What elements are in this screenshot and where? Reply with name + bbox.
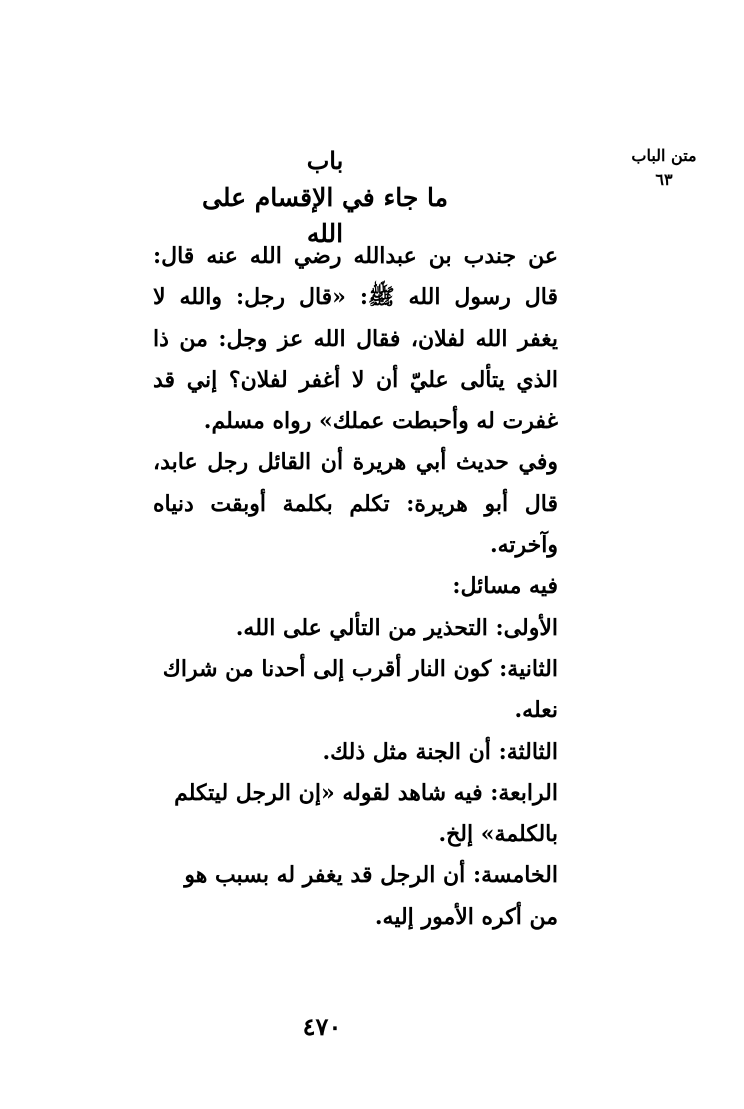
issue-item-5: الخامسة: أن الرجل قد يغفر له بسبب هو من أكره الأمور إليه. <box>184 862 558 930</box>
issue-item-4: الرابعة: فيه شاهد لقوله «إن الرجل ليتكلم بالكلمة» إلخ. <box>174 779 558 848</box>
page-number: ٤٧٠ <box>302 1012 342 1041</box>
issue-item-1: الأولى: التحذير من التألي على الله. <box>235 614 558 641</box>
chapter-label: باب <box>306 146 344 175</box>
chapter-title: ما جاء في الإقسام على الله <box>201 183 449 248</box>
hadith-paragraph: عن جندب بن عبدالله رضي الله عنه قال: قال رسول الله ﷺ: «قال رجل: والله لا يغفر الله لفلان، فقال الله عز وجل: من ذا الذي يتألى عليّ أن لا أغفر لفلان؟ إني قد غفرت له وأحبطت عملك» رواه مسلم. <box>153 243 558 435</box>
margin-note <box>624 144 704 192</box>
issue-item-2: الثانية: كون النار أقرب إلى أحدنا من شراك نعله. <box>162 655 558 724</box>
margin-note-number: ٦٣ <box>655 170 673 189</box>
chapter-body <box>153 236 598 938</box>
issue-item-3: الثالثة: أن الجنة مثل ذلك. <box>322 738 558 765</box>
issues-intro: فيه مسائل: <box>452 573 558 600</box>
margin-note-title: متن الباب <box>631 146 697 165</box>
abu-hurayra-paragraph: وفي حديث أبي هريرة أن القائل رجل عابد، قال أبو هريرة: تكلم بكلمة أوبقت دنياه وآخرته. <box>153 449 558 559</box>
